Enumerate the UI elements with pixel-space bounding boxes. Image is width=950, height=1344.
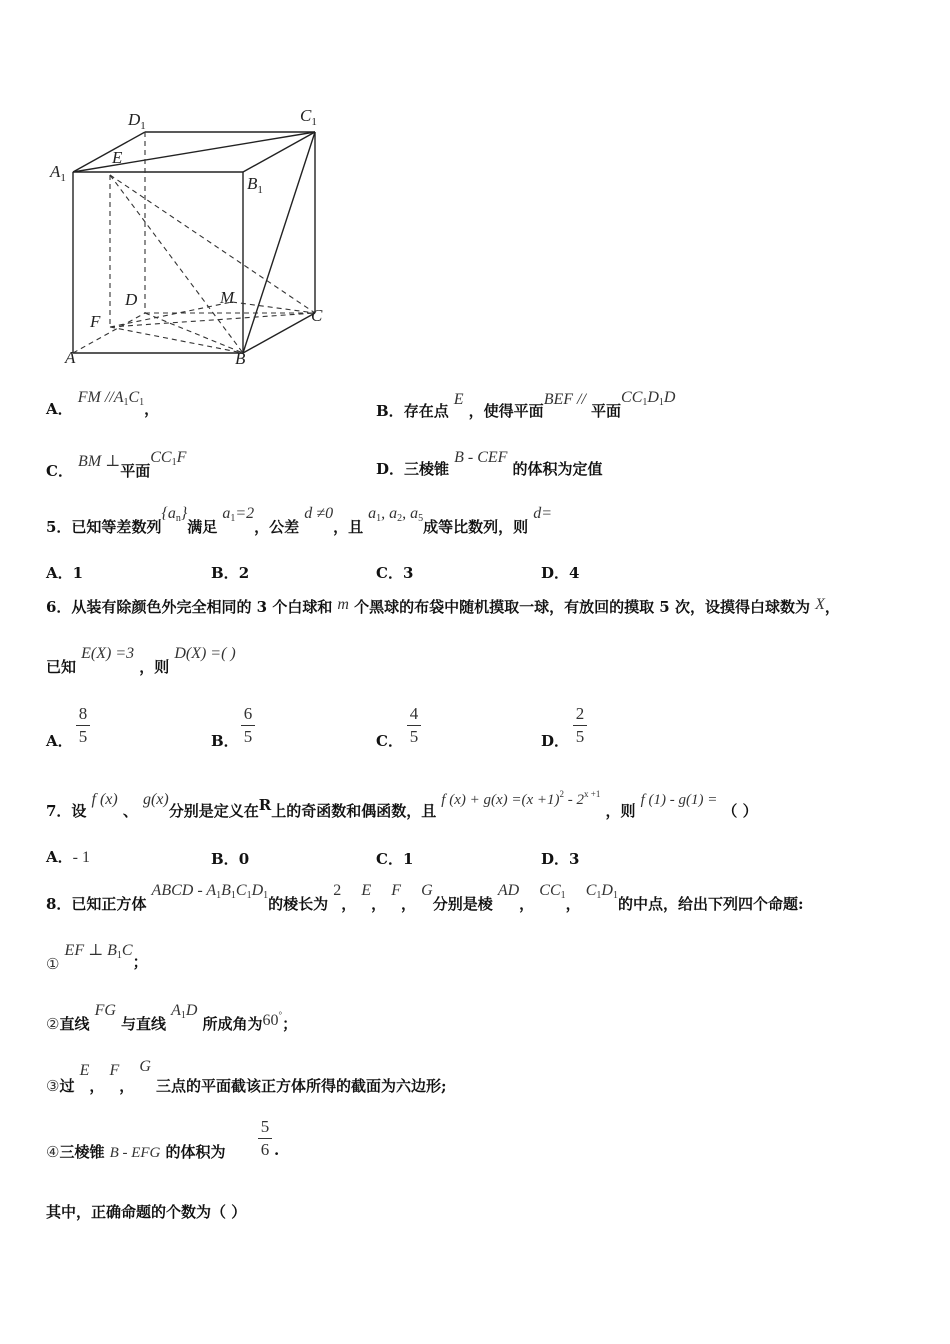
question-6-line-1: 6．从装有除颜色外完全相同的 3 个白球和 m 个黑球的布袋中随机摸取一球，有放回的摸取 5 次，设摸得白球数为 X， (46, 596, 840, 616)
q5-option-a: A．1 (46, 564, 84, 582)
question-8: 8．已知正方体 ABCD - $A_1B_1C_1D_1$的棱长为 2， E， F， G分别是棱 AD， $CC_1$， $C_1D_1$的中点，给出下列四个命题: (46, 882, 804, 913)
q4-option-a: A． FM $//A_1C_1$， (46, 389, 160, 418)
q6-option-b-label: B． (211, 732, 239, 750)
label-A1: $A_1$ (50, 162, 66, 184)
q6-option-a-fraction: 8 5 (76, 704, 90, 747)
label-B: B (235, 349, 246, 368)
q5-option-b: B．2 (211, 564, 250, 582)
proposition-1: ① EF ⊥ $B_1C$； (46, 942, 148, 973)
q4-option-c: C． BM ⊥平面$CC_1F$ (46, 449, 187, 480)
q7-option-d: D．3 (541, 850, 580, 868)
label-M: M (220, 288, 235, 307)
proposition-4: ④三棱锥 B - EFG 的体积为 (46, 1143, 226, 1161)
q4-option-b: B．存在点 E ，使得平面BEF // 平面$CC_1D_1D$ (376, 389, 676, 420)
question-8-ask: 其中，正确命题的个数为（ ） (46, 1203, 247, 1221)
label-C1: $C_1$ (300, 106, 317, 128)
q7-option-b: B．0 (211, 850, 250, 868)
label-A: A (65, 348, 76, 367)
proposition-3: ③过 E， F， G 三点的平面截该正方体所得的截面为六边形; (46, 1058, 447, 1095)
q6-option-b-fraction: 6 5 (241, 704, 255, 747)
q6-option-c-label: C． (376, 732, 403, 750)
label-B1: $B_1$ (247, 174, 263, 196)
q5-option-c: C．3 (376, 564, 414, 582)
q6-option-d-fraction: 2 5 (573, 704, 587, 747)
q7-option-c: C．1 (376, 850, 414, 868)
proposition-4-fraction: 5 6 (258, 1117, 272, 1160)
proposition-4-tail: . (274, 1141, 280, 1159)
label-D: D (125, 290, 138, 309)
q6-option-d-label: D． (541, 732, 570, 750)
label-E: E (112, 148, 123, 167)
q5-option-d: D．4 (541, 564, 580, 582)
question-7: 7．设 f (x) 、 g(x)分别是定义在R上的奇函数和偶函数，且 f $(x) + g(x) =(x +1)^2 - 2^{x +1}$ ，则 f (1) - g(1) = （ ） (46, 789, 758, 820)
label-F: F (90, 312, 101, 331)
q6-option-a-label: A． (46, 732, 73, 750)
question-5: 5．已知等差数列$\{a_n\}$满足 $a_1=2$，公差 d ≠0，且 $a_1$, $a_2$, $a_5$成等比数列，则 d= (46, 505, 553, 536)
proposition-2: ②直线 FG 与直线 $A_1D$ 所成角为60°； (46, 1002, 298, 1033)
label-C: C (311, 306, 323, 325)
cube-figure (40, 95, 350, 375)
q7-option-a: A．- 1 (46, 848, 90, 866)
label-D1: $D_1$ (128, 110, 146, 132)
q4-option-d: D．三棱锥 B - CEF 的体积为定值 (376, 449, 603, 478)
question-6-line-2: 已知 E(X) =3 ，则 D(X) =( ) (46, 645, 236, 676)
q6-option-c-fraction: 4 5 (407, 704, 421, 747)
